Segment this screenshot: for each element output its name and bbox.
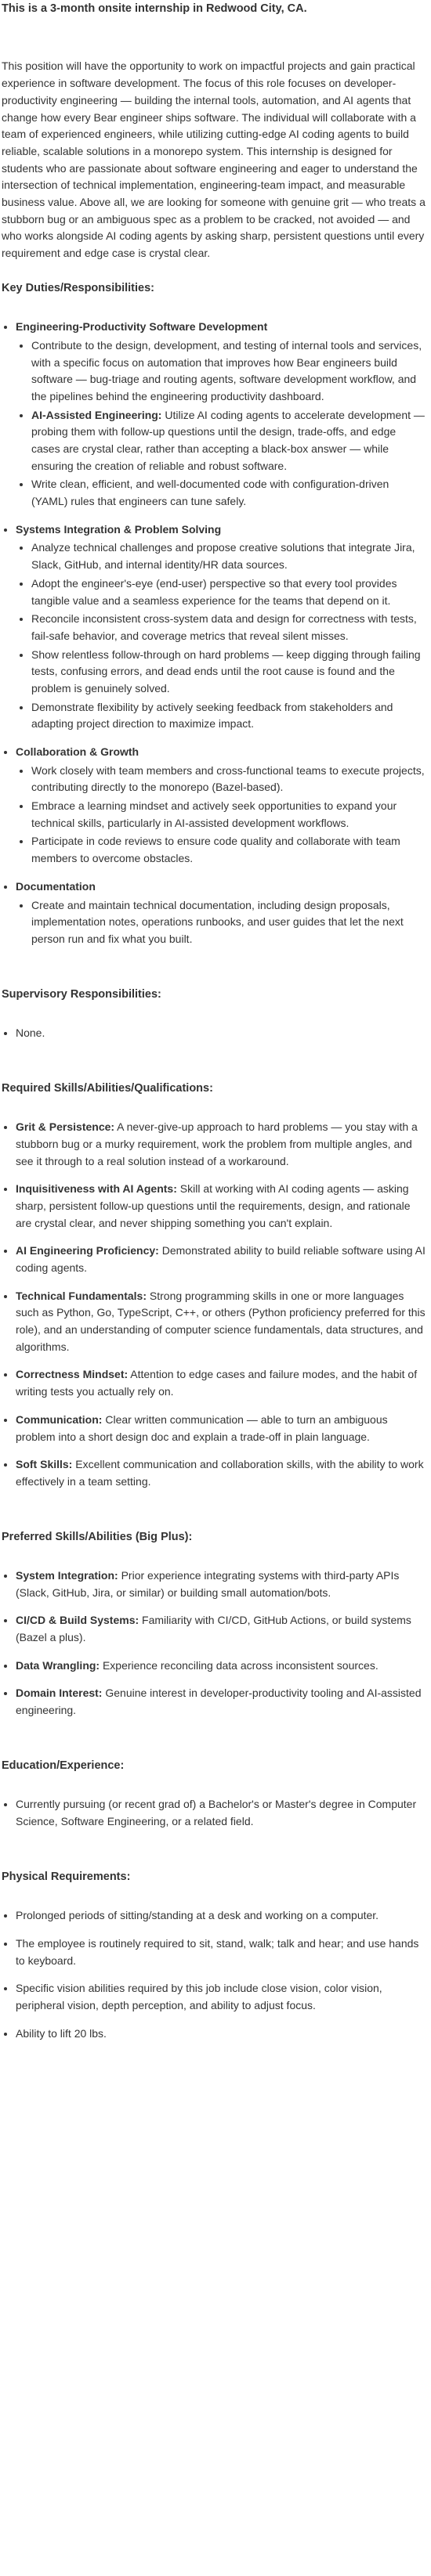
duty-item bbox=[31, 699, 426, 733]
item-text: Participate in code reviews to ensure code quality and collaborate with team members to overcome obstacles. bbox=[31, 835, 400, 865]
preferred-skill-item bbox=[16, 1612, 426, 1646]
duty-item bbox=[31, 407, 426, 475]
required-skill-item bbox=[16, 1412, 426, 1445]
item-text: Work closely with team members and cross-functional teams to execute projects, contributing directly to the monorepo (Bazel-based). bbox=[31, 763, 425, 794]
duty-item bbox=[31, 539, 426, 573]
item-text: Analyze technical challenges and propose creative solutions that integrate Jira, Slack, GitHub, and internal identity/HR data sources. bbox=[31, 541, 415, 572]
item-text: Embrace a learning mindset and actively seek opportunities to expand your technical skills, particularly in AI-assisted development workflows. bbox=[31, 799, 397, 829]
preferred-skills-list bbox=[2, 1568, 426, 1719]
required-skill-item bbox=[16, 1119, 426, 1170]
item-text: Clear written communication — able to turn an ambiguous problem into a short design doc and explain a trade-off in plain language. bbox=[16, 1412, 388, 1443]
required-skill-item bbox=[16, 1366, 426, 1400]
item-text: Genuine interest in developer-productivity tooling and AI-assisted engineering. bbox=[16, 1687, 422, 1717]
item-text: Utilize AI coding agents to accelerate development — probing them with follow-up questions until the design, trade-offs, and edge cases are crystal clear, rather than accepting a black-box answer — while ensuring the creation of reliable and robust software. bbox=[31, 408, 425, 472]
physical-requirement-item: • Specific vision abilities required by this job include close vision, color vision, peripheral vision, depth perception, and ability to adjust focus. bbox=[16, 1980, 426, 2014]
education-item: • Currently pursuing (or recent grad of) a Bachelor's or Master's degree in Computer Science, Software Engineering, or a related field. bbox=[16, 1796, 426, 1830]
item-text: Demonstrated ability to build reliable software using AI coding agents. bbox=[16, 1244, 426, 1274]
item-text: Attention to edge cases and failure modes, and the habit of writing tests you actually rely on. bbox=[16, 1368, 418, 1398]
internship-intro: This is a 3-month onsite internship in Redwood City, CA. bbox=[2, 2, 307, 15]
item-text: Experience reconciling data across inconsistent sources. bbox=[100, 1658, 378, 1672]
supervisory-list bbox=[2, 1025, 426, 1042]
required-skills-list bbox=[2, 1119, 426, 1490]
duty-items bbox=[16, 763, 426, 868]
physical-requirement-item: • Prolonged periods of sitting/standing at a desk and working on a computer. bbox=[16, 1907, 426, 1925]
item-text: Strong programming skills in one or more languages such as Python, Go, TypeScript, C++, or others (Python proficiency preferred for this role), and an understanding of computer science fundamentals, data structures, and algorithms. bbox=[16, 1289, 426, 1353]
item-text: A never-give-up approach to hard problems — you stay with a stubborn bug or a murky requirement, work the problem from multiple angles, and see it through to a real solution instead of a workaround. bbox=[16, 1120, 418, 1167]
item-lead: CI/CD & Build Systems: bbox=[16, 1614, 139, 1627]
item-text: Familiarity with CI/CD, GitHub Actions, or build systems (Bazel a plus). bbox=[16, 1614, 411, 1644]
required-skill-item bbox=[16, 1456, 426, 1490]
item-text: Adopt the engineer's-eye (end-user) perspective so that every tool provides tangible value and a seamless experience for the teams that depend on it. bbox=[31, 576, 397, 607]
item-text: Create and maintain technical documentation, including design proposals, implementation notes, operations runbooks, and user guides that let the next person run and fix what you built. bbox=[31, 898, 404, 945]
item-lead: System Integration: bbox=[16, 1569, 118, 1582]
preferred-heading: Preferred Skills/Abilities (Big Plus): bbox=[2, 1530, 193, 1543]
duty-item bbox=[31, 611, 426, 644]
item-text: Write clean, efficient, and well-documented code with configuration-driven (YAML) rules that engineers can tune safely. bbox=[31, 478, 389, 508]
duty-section-title: • Engineering-Productivity Software Development bbox=[16, 320, 268, 334]
duty-item bbox=[31, 337, 426, 406]
required-skill-item bbox=[16, 1288, 426, 1356]
item-lead: Communication: bbox=[16, 1412, 103, 1426]
duty-item bbox=[31, 897, 426, 948]
duty-item bbox=[31, 575, 426, 609]
physical-requirement-item: • The employee is routinely required to sit, stand, walk; talk and hear; and use hands to keyboard. bbox=[16, 1936, 426, 1969]
physical-requirements-list bbox=[2, 1907, 426, 2042]
item-text: Demonstrate flexibility by actively seeking feedback from stakeholders and adapting project direction to maximize impact. bbox=[31, 700, 393, 731]
item-text: Reconcile inconsistent cross-system data and design for correctness with tests, fail-safe behavior, and coverage metrics that reveal silent misses. bbox=[31, 612, 417, 642]
duty-section bbox=[16, 744, 426, 868]
duties-heading: Key Duties/Responsibilities: bbox=[2, 281, 154, 294]
preferred-skill-item bbox=[16, 1685, 426, 1719]
required-heading: Required Skills/Abilities/Qualifications: bbox=[2, 1081, 213, 1095]
item-text: Show relentless follow-through on hard problems — keep digging through failing tests, confusing errors, and dead ends until the root cause is found and the problem is genuinely solved. bbox=[31, 648, 421, 695]
item-text: Contribute to the design, development, and testing of internal tools and services, with a specific focus on automation that improves how Bear engineers build software — bug-triage and routing agents, software development workflow, and the pipelines behind the engineering productivity dashboard. bbox=[31, 338, 422, 402]
duty-item bbox=[31, 476, 426, 510]
position-overview: This position will have the opportunity to work on impactful projects and gain practical experience in software development. The focus of this role focuses on developer-productivity engineering — building the internal tools, automation, and AI agents that change how every Bear engineer ships software. The individual will collaborate with a team of experienced engineers, while utilizing cutting-edge AI coding agents to build reliable, scalable solutions in a monorepo system. This internship is designed for students who are passionate about software engineering and eager to understand the intersection of technical implementation, engineering-team impact, and measurable business value. Above all, we are looking for someone with genuine grit — who treats a stubborn bug or an ambiguous spec as a problem to be cracked, not avoided — and who works alongside AI coding agents by asking sharp, persistent questions until every requirement and edge case is crystal clear. bbox=[2, 60, 426, 260]
duty-item bbox=[31, 647, 426, 698]
duty-item bbox=[31, 798, 426, 832]
item-lead: AI-Assisted Engineering: bbox=[31, 408, 162, 421]
item-lead: Technical Fundamentals: bbox=[16, 1289, 147, 1302]
supervisory-item: • None. bbox=[16, 1025, 426, 1042]
required-skill-item bbox=[16, 1181, 426, 1232]
supervisory-heading: Supervisory Responsibilities: bbox=[2, 987, 161, 1001]
item-lead: Grit & Persistence: bbox=[16, 1120, 115, 1134]
item-lead: Correctness Mindset: bbox=[16, 1368, 129, 1381]
required-skill-item bbox=[16, 1243, 426, 1276]
item-lead: Data Wrangling: bbox=[16, 1658, 100, 1672]
preferred-skill-item bbox=[16, 1568, 426, 1601]
item-text: Skill at working with AI coding agents — asking sharp, persistent follow-up questions until the requirements, design, and rationale are crystal clear, and never shipping something you can't explain. bbox=[16, 1182, 411, 1229]
preferred-skill-item bbox=[16, 1658, 426, 1675]
duty-item bbox=[31, 763, 426, 796]
duty-section-title: • Documentation bbox=[16, 879, 96, 893]
duty-section-title: • Systems Integration & Problem Solving bbox=[16, 522, 222, 536]
physical-requirement-item: • Ability to lift 20 lbs. bbox=[16, 2026, 426, 2043]
item-lead: Domain Interest: bbox=[16, 1687, 103, 1700]
physical-heading: Physical Requirements: bbox=[2, 1870, 131, 1883]
duty-section bbox=[16, 319, 426, 511]
item-lead: AI Engineering Proficiency: bbox=[16, 1244, 159, 1257]
duty-section-title: • Collaboration & Growth bbox=[16, 745, 139, 758]
duty-items bbox=[16, 897, 426, 948]
duty-items bbox=[16, 337, 426, 511]
item-lead: Soft Skills: bbox=[16, 1458, 73, 1471]
duties-list bbox=[2, 319, 426, 947]
duty-item bbox=[31, 833, 426, 867]
item-text: Excellent communication and collaboration skills, with the ability to work effectively in a team setting. bbox=[16, 1458, 424, 1488]
duty-items bbox=[16, 539, 426, 733]
education-heading: Education/Experience: bbox=[2, 1759, 125, 1772]
item-text: Prior experience integrating systems with third-party APIs (Slack, GitHub, Jira, or similar) or building small automation/bots. bbox=[16, 1569, 400, 1599]
duty-section bbox=[16, 521, 426, 733]
education-list bbox=[2, 1796, 426, 1830]
duty-section bbox=[16, 879, 426, 948]
item-lead: Inquisitiveness with AI Agents: bbox=[16, 1182, 177, 1196]
